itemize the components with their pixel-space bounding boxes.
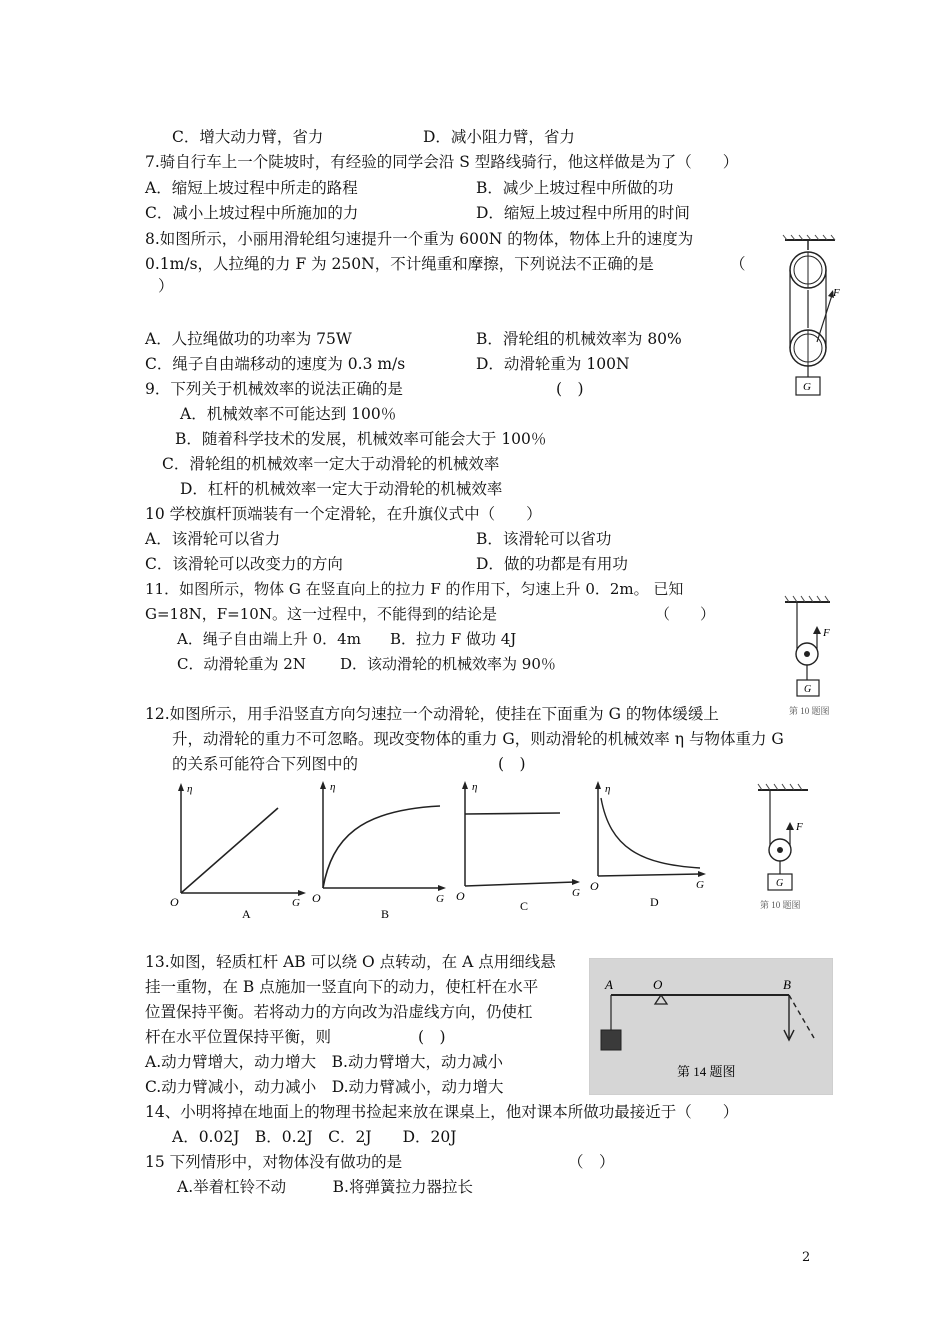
graph-b (312, 781, 446, 920)
graph-c-g: G (572, 887, 580, 899)
q9-option-d: D．杠杆的机械效率一定大于动滑轮的机械效率 (180, 480, 503, 498)
graph-c-label: C (520, 899, 529, 913)
q12-figure-g-label: G (776, 878, 784, 889)
q10-option-c: C．该滑轮可以改变力的方向 (145, 555, 343, 573)
q7-stem: 7.骑自行车上一个陡坡时，有经验的同学会沿 S 型路线骑行，他这样做是为了（ ） (145, 153, 739, 171)
q13-stem-line1: 13.如图，轻质杠杆 AB 可以绕 O 点转动，在 A 点用细线悬 (145, 953, 556, 971)
q13-options-cd: C.动力臂减小，动力减小 D.动力臂减小，动力增大 (145, 1078, 504, 1096)
lever-o-label: O (653, 977, 663, 992)
q8-option-b: B．滑轮组的机械效率为 80% (476, 330, 682, 348)
q13-stem-line4: 杆在水平位置保持平衡，则 (145, 1028, 332, 1046)
q15-options-ab: A.举着杠铃不动 B.将弹簧拉力器拉长 (177, 1178, 473, 1196)
lever-a-label: A (605, 977, 613, 992)
graph-c (456, 781, 580, 913)
q7-option-b: B．减少上坡过程中所做的功 (476, 179, 674, 197)
q8-option-d: D．动滑轮重为 100N (476, 355, 630, 373)
graph-a (170, 783, 306, 920)
q12-paren: ( ) (498, 755, 526, 773)
q9-stem: 9．下列关于机械效率的说法正确的是 (145, 380, 403, 398)
q10-option-d: D．做的功都是有用功 (476, 555, 628, 573)
q8-paren-open: （ (730, 255, 746, 273)
q13-paren: ( ) (418, 1028, 446, 1046)
q14-options: A．0.02J B．0.2J C．2J D．20J (172, 1128, 457, 1146)
q11-figure-g-label: G (804, 684, 812, 695)
q13-options-ab: A.动力臂增大，动力增大 B.动力臂增大，动力减小 (145, 1053, 503, 1071)
q9-option-c: C．滑轮组的机械效率一定大于动滑轮的机械效率 (162, 455, 500, 473)
q12-stem-line3: 的关系可能符合下列图中的 (172, 755, 359, 773)
page-number: 2 (802, 1250, 811, 1265)
q14-stem: 14、小明将掉在地面上的物理书捡起来放在课桌上，他对课本所做功最接近于（ ） (145, 1103, 739, 1121)
lever-b-label: B (783, 977, 791, 992)
q8-pulley-figure (775, 232, 850, 400)
graph-b-label: B (381, 907, 390, 920)
q7-option-c: C．减小上坡过程中所施加的力 (145, 204, 359, 222)
q13-stem-line2: 挂一重物，在 B 点施加一竖直向下的动力，使杠杆在水平 (145, 978, 539, 996)
q13-stem-line3: 位置保持平衡。若将动力的方向改为沿虚线方向，仍使杠 (145, 1003, 533, 1021)
graph-d (590, 781, 706, 909)
q15-paren: （ ） (568, 1153, 615, 1171)
q8-paren-close: ） (158, 277, 174, 295)
q11-option-b: B．拉力 F 做功 4J (390, 630, 517, 648)
q8-stem-line1: 8.如图所示，小丽用滑轮组匀速提升一个重为 600N 的物体，物体上升的速度为 (145, 230, 694, 248)
q8-figure-f-label: F (833, 287, 840, 299)
graph-b-eta: η (330, 781, 336, 793)
q12-pulley-figure (750, 778, 825, 913)
graph-a-origin: O (170, 895, 179, 909)
q8-stem-line2: 0.1m/s，人拉绳的力 F 为 250N，不计绳重和摩擦，下列说法不正确的是 (145, 255, 654, 273)
q11-option-d: D．该动滑轮的机械效率为 90％ (340, 655, 556, 673)
q11-figure-f-label: F (823, 627, 830, 639)
q8-figure-g-label: G (803, 381, 811, 393)
graph-d-eta: η (605, 783, 611, 795)
q6-option-c: C．增大动力臂，省力 (172, 128, 324, 146)
q9-option-a: A．机械效率不可能达到 100％ (180, 405, 397, 423)
graph-d-label: D (650, 895, 659, 909)
q12-figure-caption: 第 10 题图 (760, 900, 801, 910)
q8-option-c: C．绳子自由端移动的速度为 0.3 m/s (145, 355, 406, 373)
q11-option-c: C．动滑轮重为 2N (177, 655, 306, 673)
graph-a-eta: η (187, 783, 193, 795)
q7-option-a: A．缩短上坡过程中所走的路程 (145, 179, 358, 197)
q10-stem: 10 学校旗杆顶端装有一个定滑轮，在升旗仪式中（ ） (145, 505, 542, 523)
q11-stem-line1: 11．如图所示，物体 G 在竖直向上的拉力 F 的作用下，匀速上升 0．2m。 已知 (145, 580, 684, 598)
q10-option-b: B．该滑轮可以省功 (476, 530, 612, 548)
q12-stem-line1: 12.如图所示，用手沿竖直方向匀速拉一个动滑轮，使挂在下面重为 G 的物体缓缓上 (145, 705, 719, 723)
graph-a-g: G (292, 897, 300, 909)
q6-option-d: D．减小阻力臂，省力 (423, 128, 575, 146)
q13-lever-figure (589, 958, 833, 1095)
q11-option-a: A．绳子自由端上升 0．4m (177, 630, 361, 648)
q12-figure-f-label: F (796, 821, 803, 833)
q11-stem-line2: G=18N，F=10N。这一过程中，不能得到的结论是 (145, 605, 497, 623)
q9-option-b: B．随着科学技术的发展，机械效率可能会大于 100％ (175, 430, 547, 448)
q11-figure-caption: 第 10 题图 (789, 706, 830, 716)
graph-c-eta: η (472, 781, 478, 793)
graph-b-origin: O (312, 891, 321, 905)
q9-paren: ( ) (556, 380, 584, 398)
graph-d-origin: O (590, 879, 599, 893)
q10-option-a: A．该滑轮可以省力 (145, 530, 281, 548)
q11-paren: （ ） (655, 605, 716, 623)
graph-b-g: G (436, 893, 444, 905)
q7-option-d: D．缩短上坡过程中所用的时间 (476, 204, 690, 222)
graph-a-label: A (242, 907, 251, 920)
graph-d-g: G (696, 879, 704, 891)
lever-caption: 第 14 题图 (677, 1064, 736, 1079)
q15-stem: 15 下列情形中，对物体没有做功的是 (145, 1153, 403, 1171)
q12-stem-line2: 升，动滑轮的重力不可忽略。现改变物体的重力 G，则动滑轮的机械效率 η 与物体重力 G (172, 730, 784, 748)
q11-pulley-figure (775, 592, 845, 722)
q12-graphs (160, 778, 720, 920)
q8-option-a: A．人拉绳做功的功率为 75W (145, 330, 352, 348)
graph-c-origin: O (456, 889, 465, 903)
